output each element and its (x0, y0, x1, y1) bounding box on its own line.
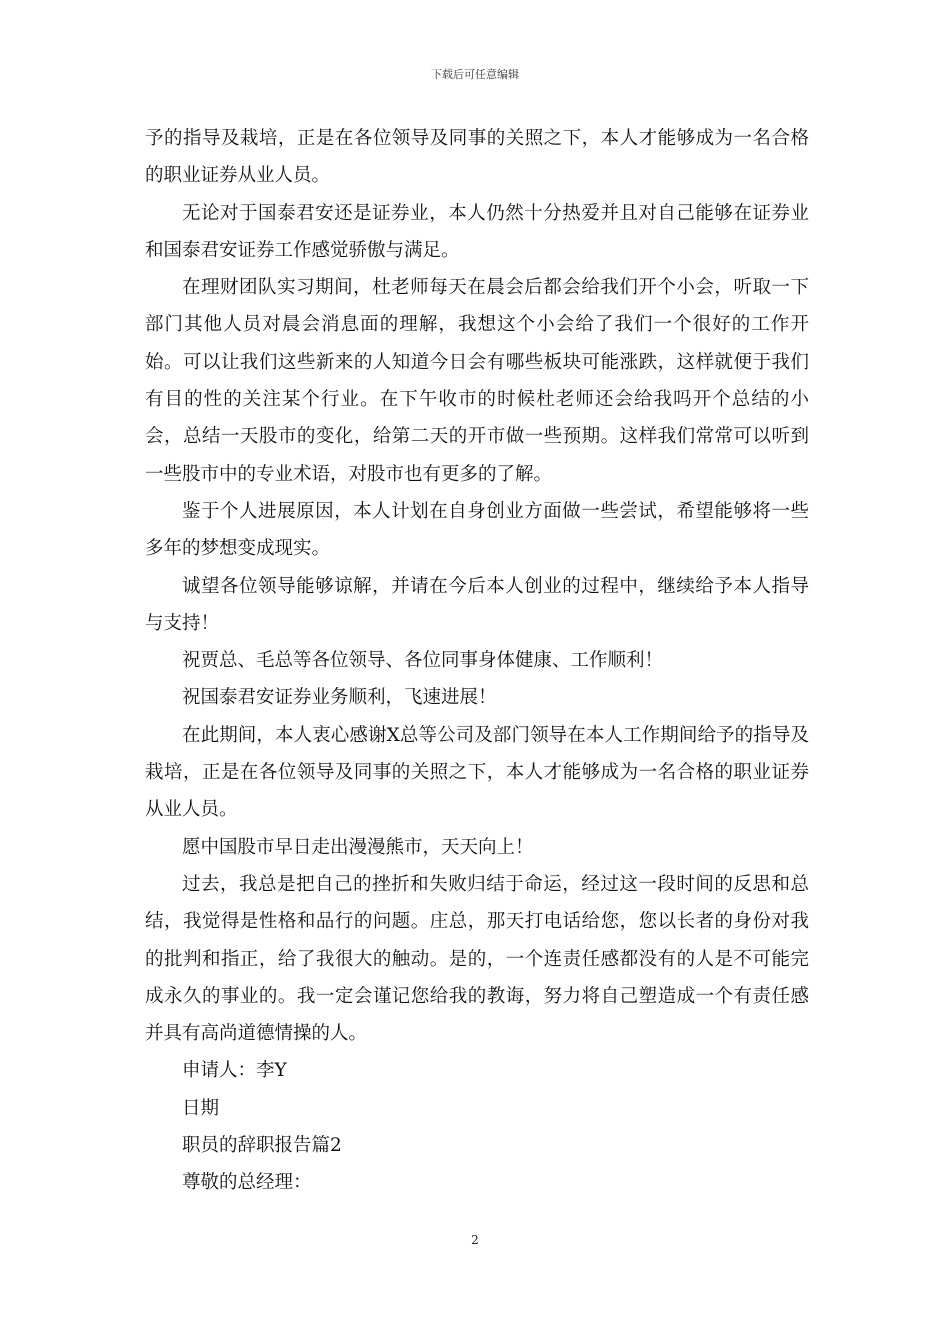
paragraph: 祝贾总、毛总等各位领导、各位同事身体健康、工作顺利！ (182, 650, 664, 672)
paragraph: 在理财团队实习期间，杜老师每天在晨会后都会给我们开个小会，听取一下部门其他人员对晨会消息面的理解，我想这个小会给了我们一个很好的工作开始。可以让我们这些新来的人知道今日会有哪些板块可能涨跌，这样就便于我们有目的性的关注某个行业。在下午收市的时候杜老师还会给我吗开个总结的小会，总结一天股市的变化，给第二天的开市做一些预期。这样我们常常可以听到一些股市中的专业术语，对股市也有更多的了解。 (145, 277, 809, 485)
page-number: 2 (471, 1233, 479, 1247)
document-body (145, 120, 809, 1202)
signature-date: 日期 (182, 1097, 220, 1119)
salutation: 尊敬的总经理： (182, 1172, 312, 1194)
paragraph: 祝国泰君安证券业务顺利，飞速进展！ (182, 687, 497, 709)
paragraph: 过去，我总是把自己的挫折和失败归结于命运，经过这一段时间的反思和总结，我觉得是性格和品行的问题。庄总，那天打电话给您，您以长者的身份对我的批判和指正，给了我很大的触动。是的，一个连责任感都没有的人是不可能完成永久的事业的。我一定会谨记您给我的教诲，努力将自己塑造成一个有责任感并具有高尚道德情操的人。 (145, 873, 809, 1045)
paragraph: 诚望各位领导能够谅解，并请在今后本人创业的过程中，继续给予本人指导与支持！ (145, 575, 809, 634)
paragraph: 在此期间，本人衷心感谢X总等公司及部门领导在本人工作期间给予的指导及栽培，正是在各位领导及同事的关照之下，本人才能够成为一名合格的职业证券从业人员。 (145, 724, 809, 821)
paragraph: 予的指导及栽培，正是在各位领导及同事的关照之下，本人才能够成为一名合格的职业证券从业人员。 (145, 128, 809, 187)
signature-applicant: 申请人：李Y (182, 1060, 287, 1082)
paragraph: 愿中国股市早日走出漫漫熊市，天天向上！ (182, 836, 534, 858)
paragraph: 无论对于国泰君安还是证券业，本人仍然十分热爱并且对自己能够在证券业和国泰君安证券工作感觉骄傲与满足。 (145, 202, 809, 261)
page-header: 下载后可任意编辑 (431, 68, 519, 81)
paragraph: 鉴于个人进展原因，本人计划在自身创业方面做一些尝试，希望能够将一些多年的梦想变成现实。 (145, 500, 809, 560)
section-title: 职员的辞职报告篇2 (182, 1135, 342, 1157)
